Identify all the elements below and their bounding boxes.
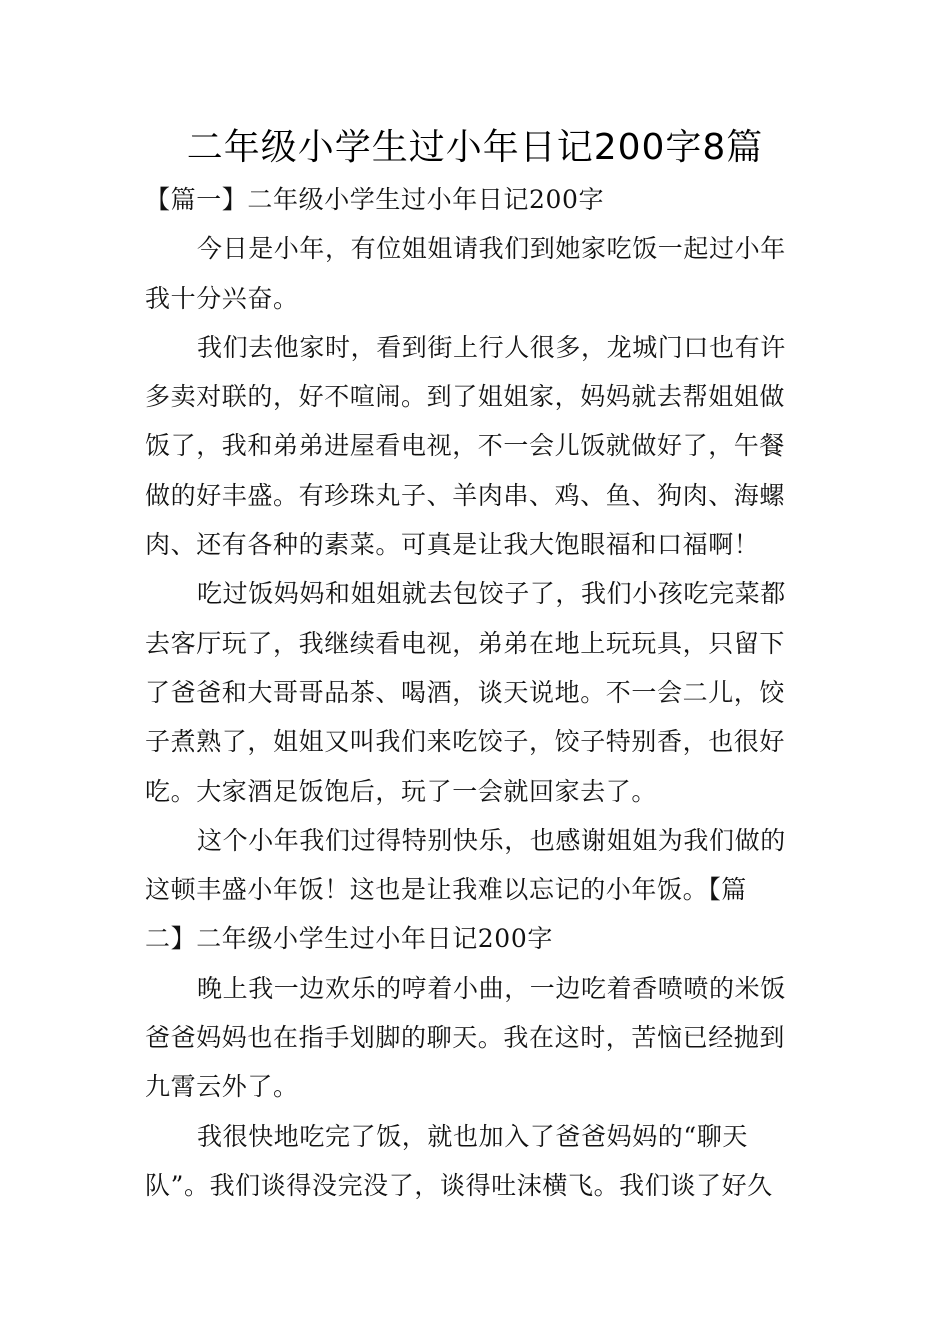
paragraph-line: 吃过饭妈妈和姐姐就去包饺子了，我们小孩吃完菜都 — [197, 579, 786, 609]
document-title: 二年级小学生过小年日记200字8篇 — [186, 127, 764, 168]
paragraph-line: 我很快地吃完了饭，就也加入了爸爸妈妈的“聊天 — [197, 1121, 748, 1151]
section-heading-2: 二】二年级小学生过小年日记200字 — [145, 924, 553, 954]
paragraph-line: 爸爸妈妈也在指手划脚的聊天。我在这时，苦恼已经抛到 — [145, 1023, 786, 1053]
paragraph-line: 晚上我一边欢乐的哼着小曲，一边吃着香喷喷的米饭 — [197, 973, 786, 1003]
paragraph-line: 这顿丰盛小年饭！这也是让我难以忘记的小年饭。【篇 — [145, 875, 747, 905]
paragraph-line: 了爸爸和大哥哥品茶、喝酒，谈天说地。不一会二儿，饺 — [145, 677, 786, 707]
paragraph-line: 做的好丰盛。有珍珠丸子、羊肉串、鸡、鱼、狗肉、海螺 — [145, 480, 786, 510]
paragraph-line: 九霄云外了。 — [145, 1072, 299, 1102]
paragraph-line: 队”。我们谈得没完没了，谈得吐沫横飞。我们谈了好久 — [145, 1170, 773, 1200]
paragraph-line: 饭了，我和弟弟进屋看电视，不一会儿饭就做好了，午餐 — [145, 431, 786, 461]
paragraph-line: 肉、还有各种的素菜。可真是让我大饱眼福和口福啊！ — [145, 530, 760, 560]
document-body — [145, 175, 810, 1210]
paragraph-line: 这个小年我们过得特别快乐，也感谢姐姐为我们做的 — [197, 825, 786, 855]
section-heading-1: 【篇一】二年级小学生过小年日记200字 — [145, 185, 605, 214]
paragraph-line: 今日是小年，有位姐姐请我们到她家吃饭一起过小年 — [197, 234, 786, 264]
paragraph-line: 子煮熟了，姐姐又叫我们来吃饺子，饺子特别香，也很好 — [145, 727, 786, 757]
paragraph-line: 去客厅玩了，我继续看电视，弟弟在地上玩玩具，只留下 — [145, 628, 786, 658]
paragraph-line: 我们去他家时，看到街上行人很多，龙城门口也有许 — [197, 332, 786, 362]
paragraph-line: 多卖对联的，好不喧闹。到了姐姐家，妈妈就去帮姐姐做 — [145, 382, 786, 412]
paragraph-line: 吃。大家酒足饭饱后，玩了一会就回家去了。 — [145, 776, 658, 806]
paragraph-line: 我十分兴奋。 — [145, 283, 299, 313]
